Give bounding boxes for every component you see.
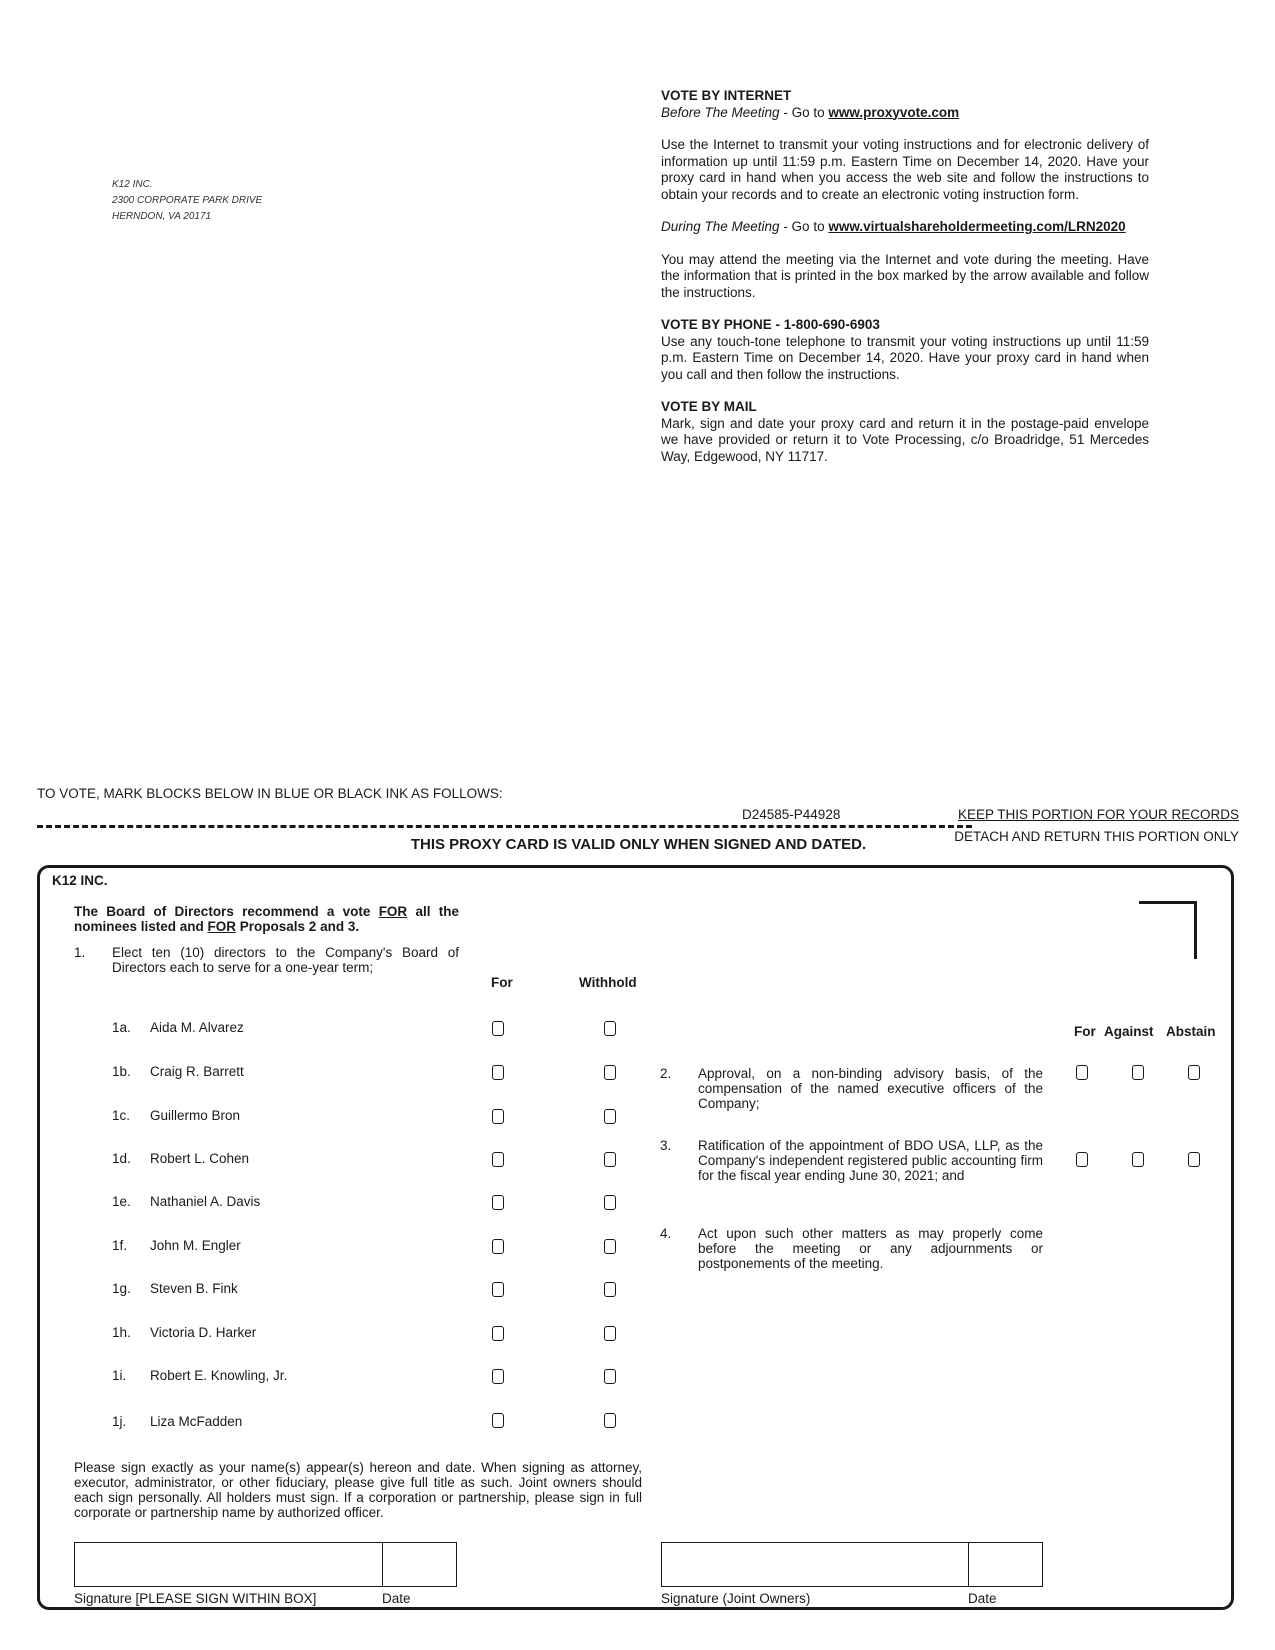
nominee-name: Craig R. Barrett <box>150 1064 244 1079</box>
nominee-number: 1h. <box>112 1325 131 1340</box>
nominee-for-checkbox[interactable] <box>492 1109 504 1124</box>
signature-box[interactable] <box>74 1542 383 1587</box>
nominee-number: 1f. <box>112 1238 128 1253</box>
during-goto: - Go to <box>779 219 829 234</box>
nominee-withhold-checkbox[interactable] <box>604 1413 616 1428</box>
withhold-column-header: Withhold <box>579 975 637 990</box>
virtual-meeting-link[interactable]: www.virtualshareholdermeeting.com/LRN2020 <box>828 219 1126 234</box>
nominee-number: 1c. <box>112 1108 131 1123</box>
rec-part-3: Proposals 2 and 3. <box>236 919 360 934</box>
nominee-name: Aida M. Alvarez <box>150 1020 244 1035</box>
nominee-withhold-checkbox[interactable] <box>604 1065 616 1080</box>
proposal-3-against-checkbox[interactable] <box>1132 1152 1144 1167</box>
signature-label: Signature [PLEASE SIGN WITHIN BOX] <box>74 1591 317 1606</box>
proposal-3-text: Ratification of the appointment of BDO USA, LLP, as the Company's independent registered public accounting firm for the fiscal year ending June 30, 2021; and <box>698 1138 1043 1183</box>
before-goto: - Go to <box>779 104 829 120</box>
during-text: You may attend the meeting via the Internet and vote during the meeting. Have the information that is printed in the box marked by the arrow available and follow the instructions. <box>661 251 1149 300</box>
joint-date-box[interactable] <box>968 1542 1043 1587</box>
proposal-2-abstain-checkbox[interactable] <box>1188 1065 1200 1080</box>
valid-notice-text: THIS PROXY CARD IS VALID ONLY WHEN SIGNED AND DATED. <box>410 836 867 853</box>
nominee-number: 1d. <box>112 1151 131 1166</box>
nominee-number: 1j. <box>112 1414 127 1429</box>
nominee-withhold-checkbox[interactable] <box>604 1152 616 1167</box>
proposal-4-text: Act upon such other matters as may properly come before the meeting or any adjournments or postponements of the meeting. <box>698 1226 1043 1271</box>
nominee-withhold-checkbox[interactable] <box>604 1021 616 1036</box>
rec-part-1: The Board of Directors recommend a vote <box>74 904 379 919</box>
rec-for-1: FOR <box>378 904 408 919</box>
signing-instructions: Please sign exactly as your name(s) appear(s) hereon and date. When signing as attorney, executor, administrator, or other fiduciary, please give full title as such. Joint owners should each sign personally. All holders must sign. If a corporation or partnership, please sign in full corporate or partnership name by authorized officer. <box>74 1460 642 1520</box>
rec-for-2: FOR <box>207 919 237 934</box>
card-company-name: K12 INC. <box>52 873 108 888</box>
proxyvote-link[interactable]: www.proxyvote.com <box>828 104 960 120</box>
nominee-name: Robert E. Knowling, Jr. <box>150 1368 288 1383</box>
joint-signature-box[interactable] <box>661 1542 969 1587</box>
proposal-for-header: For <box>1074 1024 1096 1039</box>
nominee-withhold-checkbox[interactable] <box>604 1326 616 1341</box>
nominee-withhold-checkbox[interactable] <box>604 1109 616 1124</box>
nominee-name: Guillermo Bron <box>150 1108 241 1123</box>
proposal-3-for-checkbox[interactable] <box>1076 1152 1088 1167</box>
nominee-number: 1g. <box>112 1281 131 1296</box>
nominee-number: 1e. <box>112 1194 131 1209</box>
nominee-for-checkbox[interactable] <box>492 1369 504 1384</box>
control-number: D24585-P44928 <box>742 807 841 822</box>
board-recommendation <box>74 904 459 934</box>
joint-signature-label: Signature (Joint Owners) <box>661 1591 811 1606</box>
nominee-withhold-checkbox[interactable] <box>604 1282 616 1297</box>
nominee-for-checkbox[interactable] <box>492 1195 504 1210</box>
nominee-for-checkbox[interactable] <box>492 1326 504 1341</box>
proposal-1-text: Elect ten (10) directors to the Company's Board of Directors each to serve for a one-year term; <box>112 945 459 975</box>
return-address <box>112 177 262 225</box>
proposal-4-number: 4. <box>660 1226 672 1241</box>
nominee-name: Victoria D. Harker <box>150 1325 257 1340</box>
proposal-2-text: Approval, on a non-binding advisory basis, of the compensation of the named executive officers of the Company; <box>698 1066 1043 1111</box>
nominee-number: 1b. <box>112 1064 131 1079</box>
proposal-1-number: 1. <box>74 945 86 960</box>
address-line-1: K12 INC. <box>112 179 153 190</box>
detach-line <box>37 825 972 828</box>
before-label: Before The Meeting <box>661 104 780 120</box>
nominee-for-checkbox[interactable] <box>492 1413 504 1428</box>
during-meeting-line <box>661 219 1149 236</box>
nominee-number: 1i. <box>112 1368 127 1383</box>
phone-text: Use any touch-tone telephone to transmit your voting instructions up until 11:59 p.m. Eastern Time on December 14, 2020. Have your proxy card in hand when you call and then follow the instructions. <box>661 333 1149 382</box>
internet-text: Use the Internet to transmit your voting instructions and for electronic delivery of information up until 11:59 p.m. Eastern Time on December 14, 2020. Have your proxy card in hand when you access the web site and follow the instructions to obtain your records and to create an electronic voting instruction form. <box>661 137 1149 202</box>
mail-heading: VOTE BY MAIL <box>661 399 757 414</box>
to-vote-instruction: TO VOTE, MARK BLOCKS BELOW IN BLUE OR BLACK INK AS FOLLOWS: <box>37 786 503 801</box>
proposal-abstain-header: Abstain <box>1166 1024 1216 1039</box>
mail-text: Mark, sign and date your proxy card and return it in the postage-paid envelope we have provided or return it to Vote Processing, c/o Broadridge, 51 Mercedes Way, Edgewood, NY 11717. <box>661 415 1149 464</box>
detach-return-label: DETACH AND RETURN THIS PORTION ONLY <box>954 829 1239 844</box>
during-label: During The Meeting <box>661 219 780 234</box>
nominee-number: 1a. <box>112 1020 131 1035</box>
nominee-for-checkbox[interactable] <box>492 1065 504 1080</box>
nominee-withhold-checkbox[interactable] <box>604 1239 616 1254</box>
nominee-name: Steven B. Fink <box>150 1281 238 1296</box>
valid-notice <box>0 836 1275 853</box>
internet-heading: VOTE BY INTERNET <box>661 88 792 103</box>
proposal-3-number: 3. <box>660 1138 672 1153</box>
nominee-for-checkbox[interactable] <box>492 1152 504 1167</box>
proposal-2-against-checkbox[interactable] <box>1132 1065 1144 1080</box>
nominee-for-checkbox[interactable] <box>492 1282 504 1297</box>
nominee-name: Robert L. Cohen <box>150 1151 250 1166</box>
nominee-name: John M. Engler <box>150 1238 241 1253</box>
for-column-header: For <box>491 975 513 990</box>
nominee-for-checkbox[interactable] <box>492 1021 504 1036</box>
rec-part-2: all the nominees listed and <box>74 904 459 934</box>
address-line-3: HERNDON, VA 20171 <box>112 211 212 222</box>
signature-date-box[interactable] <box>382 1542 457 1587</box>
proposal-2-for-checkbox[interactable] <box>1076 1065 1088 1080</box>
proposal-2-number: 2. <box>660 1066 672 1081</box>
proposal-3-abstain-checkbox[interactable] <box>1188 1152 1200 1167</box>
corner-mark <box>1139 901 1197 959</box>
phone-heading: VOTE BY PHONE - 1-800-690-6903 <box>661 317 880 332</box>
keep-portion-label: KEEP THIS PORTION FOR YOUR RECORDS <box>957 807 1239 822</box>
nominee-name: Nathaniel A. Davis <box>150 1194 261 1209</box>
nominee-name: Liza McFadden <box>150 1414 243 1429</box>
nominee-withhold-checkbox[interactable] <box>604 1195 616 1210</box>
voting-instructions <box>661 88 1149 481</box>
date-label: Date <box>382 1591 411 1606</box>
address-line-2: 2300 CORPORATE PARK DRIVE <box>112 195 263 206</box>
joint-date-label: Date <box>968 1591 997 1606</box>
nominee-for-checkbox[interactable] <box>492 1239 504 1254</box>
proposal-against-header: Against <box>1104 1024 1154 1039</box>
before-meeting-line <box>661 105 1149 122</box>
nominee-withhold-checkbox[interactable] <box>604 1369 616 1384</box>
